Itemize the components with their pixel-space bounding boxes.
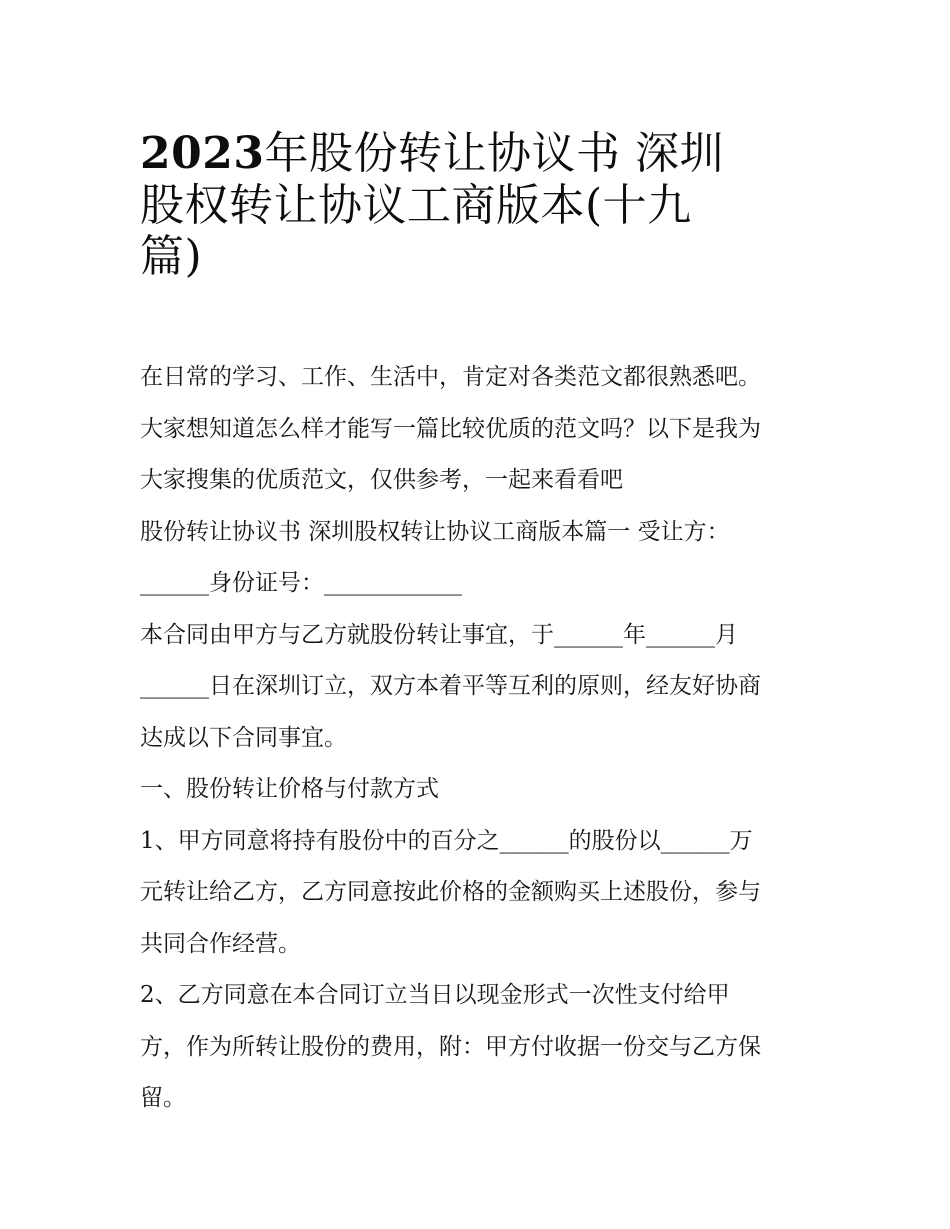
paragraph-line: 2、乙方同意在本合同订立当日以现金形式一次性支付给甲 <box>140 982 730 1008</box>
section-heading: 一、股份转让价格与付款方式 <box>140 776 439 802</box>
paragraph-line: 方，作为所转让股份的费用，附：甲方付收据一份交与乙方保 <box>140 1033 761 1060</box>
paragraph-line: ______身份证号：____________ <box>140 570 462 596</box>
paragraph-line: 本合同由甲方与乙方就股份转让事宜，于______年______月 <box>140 621 738 648</box>
paragraph-line: 共同合作经营。 <box>140 930 301 957</box>
paragraph-line: 元转让给乙方，乙方同意按此价格的金额购买上述股份，参与 <box>140 879 761 905</box>
title-text: 年股份转让协议书 深圳 <box>264 128 724 179</box>
paragraph-line: 1、甲方同意将持有股份中的百分之______的股份以______万 <box>140 827 753 854</box>
paragraph-line: 在日常的学习、工作、生活中，肯定对各类范文都很熟悉吧。 <box>140 364 761 390</box>
title-line: 股权转让协议工商版本(十九 <box>140 179 692 231</box>
paragraph-line: 大家搜集的优质范文，仅供参考，一起来看看吧 <box>140 467 623 493</box>
paragraph-line: 大家想知道怎么样才能写一篇比较优质的范文吗？以下是我为 <box>140 415 761 442</box>
paragraph-line: 股份转让协议书 深圳股权转让协议工商版本篇一 受让方： <box>140 518 730 545</box>
title-year: 2023 <box>140 128 265 179</box>
title-line: 篇) <box>140 231 203 282</box>
paragraph-line: 达成以下合同事宜。 <box>140 724 347 751</box>
paragraph-line: 留。 <box>140 1085 186 1111</box>
document-body <box>140 352 820 1125</box>
document-title <box>140 118 820 282</box>
paragraph-line: ______日在深圳订立，双方本着平等互利的原则，经友好协商 <box>140 673 761 699</box>
title-line <box>140 118 820 179</box>
